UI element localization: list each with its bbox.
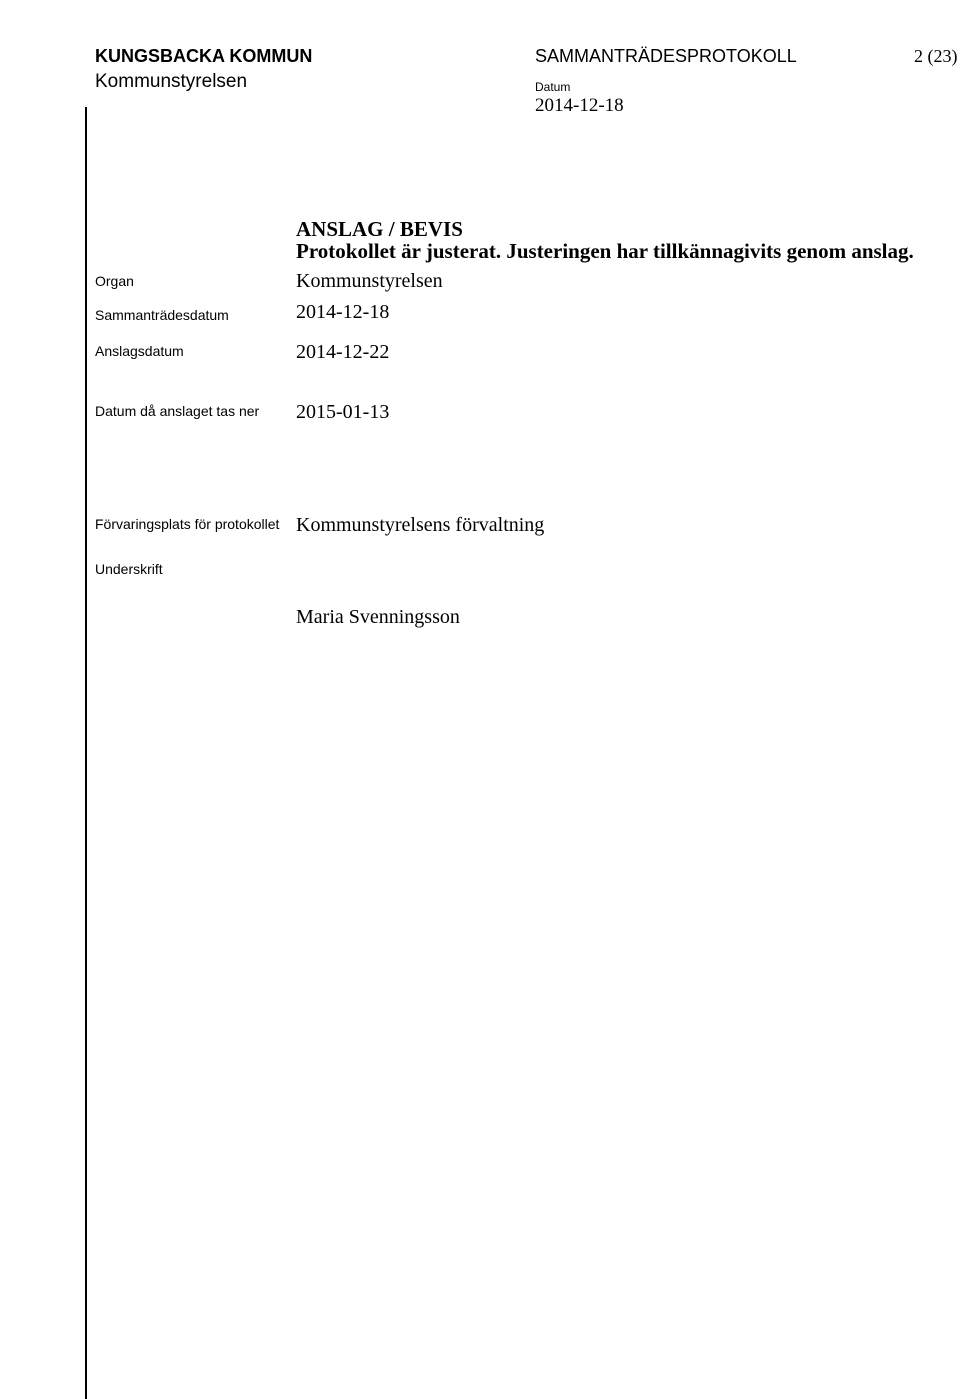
meeting-date-label: Sammanträdesdatum [95,307,229,323]
organ-value: Kommunstyrelsen [296,270,443,292]
posting-date-value: 2014-12-22 [296,341,390,363]
header-date-value: 2014-12-18 [535,95,624,116]
document-type: SAMMANTRÄDESPROTOKOLL [535,46,797,66]
storage-location-value: Kommunstyrelsens förvaltning [296,514,545,536]
storage-location-label: Förvaringsplats för protokollet [95,516,280,532]
organization-name: KUNGSBACKA KOMMUN [95,46,313,66]
page-number: 2 (23) [914,46,958,66]
signer-name: Maria Svenningsson [296,606,460,628]
header-date-label: Datum [535,80,571,94]
notice-title: ANSLAG / BEVIS [296,217,463,241]
margin-rule [85,107,87,1399]
removal-date-label: Datum då anslaget tas ner [95,403,260,419]
posting-date-label: Anslagsdatum [95,343,184,359]
removal-date-value: 2015-01-13 [296,401,390,423]
department-name: Kommunstyrelsen [95,71,248,92]
signature-label: Underskrift [95,561,163,577]
meeting-date-value: 2014-12-18 [296,301,390,323]
notice-statement: Protokollet är justerat. Justeringen har tillkännagivits genom anslag. [296,239,914,263]
organ-label: Organ [95,273,134,289]
